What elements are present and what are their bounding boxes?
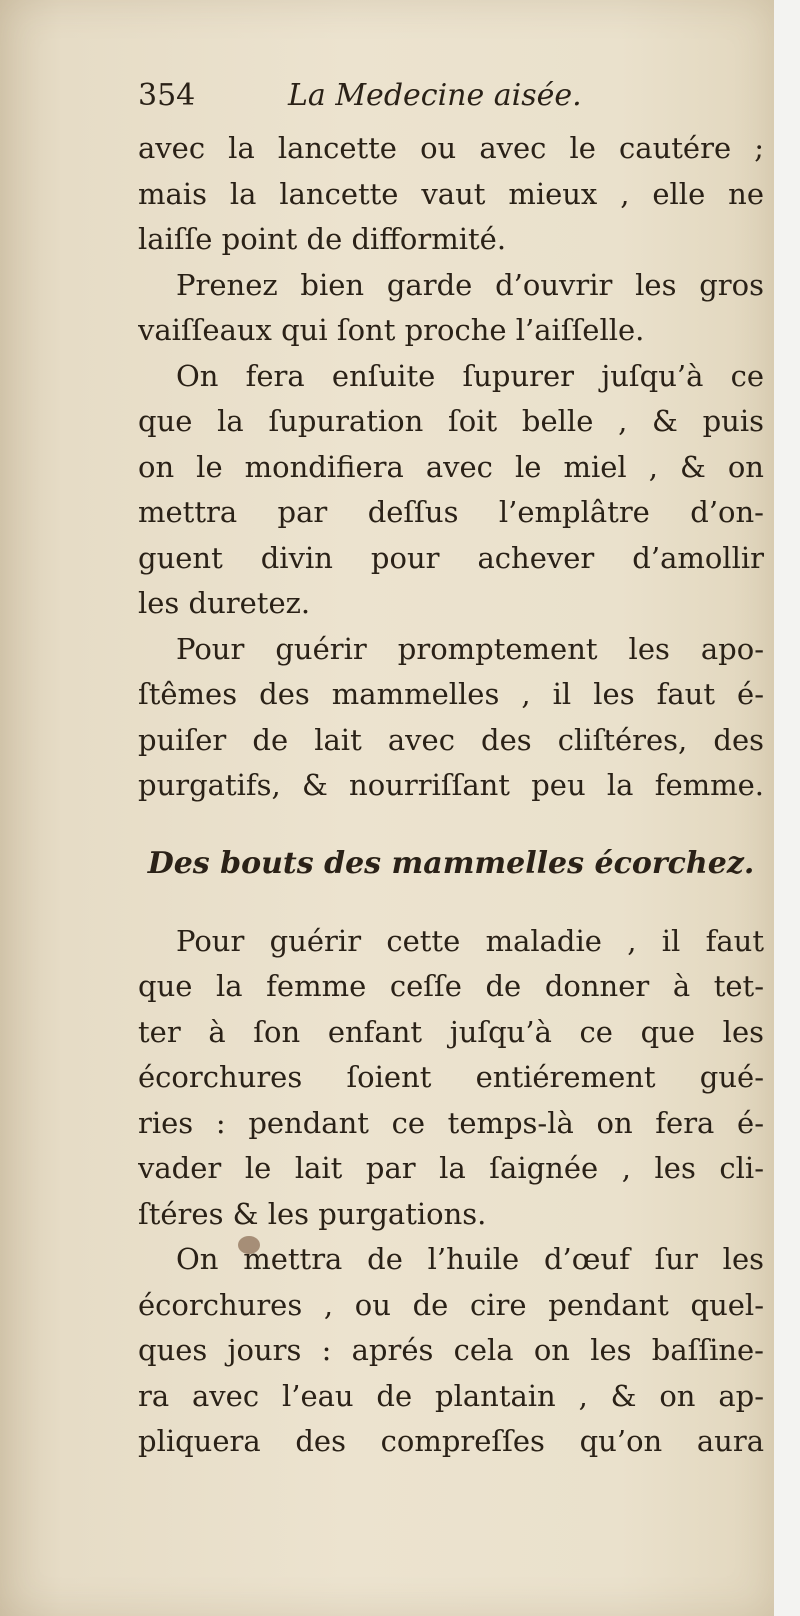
text-line: avec la lancette ou avec le cautére ; bbox=[138, 131, 764, 165]
text-line: On fera enſuite ſupurer juſqu’à ce bbox=[176, 358, 764, 393]
text-line: Prenez bien garde d’ouvrir les gros bbox=[176, 267, 764, 302]
text-line: que la ſupuration ſoit belle , & puis bbox=[138, 404, 764, 438]
page-text bbox=[138, 66, 764, 1465]
text-line: laiſſe point de difformité. bbox=[138, 222, 507, 256]
running-head bbox=[138, 66, 764, 126]
text-line: guent divin pour achever d’amollir bbox=[138, 540, 764, 575]
section-paragraph-2 bbox=[138, 1237, 764, 1465]
paragraph-4 bbox=[138, 627, 764, 809]
text-line: purgatifs, & nourriſſant peu la femme. bbox=[138, 768, 764, 802]
text-line: on le mondifiera avec le miel , & on bbox=[138, 449, 764, 484]
text-line: puiſer de lait avec des cliſtéres, des bbox=[138, 722, 764, 757]
text-line: ries : pendant ce temps-là on fera é- bbox=[138, 1105, 764, 1140]
text-line: ſtéres & les purgations. bbox=[138, 1196, 487, 1231]
text-line: ter à ſon enfant juſqu’à ce que les bbox=[138, 1014, 764, 1049]
text-line: vader le lait par la ſaignée , les cli- bbox=[138, 1151, 764, 1185]
text-line: Pour guérir promptement les apo- bbox=[176, 631, 764, 666]
running-title: La Medecine aisée. bbox=[288, 78, 582, 113]
paragraph-3 bbox=[138, 354, 764, 627]
text-line: mais la lancette vaut mieux , elle ne bbox=[138, 176, 764, 211]
text-line: Pour guérir cette maladie , il faut bbox=[176, 923, 764, 958]
text-line: les duretez. bbox=[138, 586, 311, 620]
text-line: ra avec l’eau de plantain , & on ap- bbox=[138, 1378, 764, 1413]
text-line: ques jours : aprés cela on les baſſine- bbox=[138, 1333, 764, 1367]
text-line: que la femme ceſſe de donner à tet- bbox=[138, 969, 764, 1003]
section-heading: Des bouts des mammelles écorchez. bbox=[147, 845, 755, 881]
text-line: vaiſſeaux qui ſont proche l’aiſſelle. bbox=[138, 313, 645, 347]
text-line: écorchures , ou de cire pendant quel- bbox=[138, 1287, 764, 1322]
paragraph-1 bbox=[138, 126, 764, 263]
section-paragraph-1 bbox=[138, 919, 764, 1238]
text-line: ſtêmes des mammelles , il les faut é- bbox=[138, 677, 764, 711]
scan-background-edge bbox=[774, 0, 800, 1616]
text-line: pliquera des compreſſes qu’on aura bbox=[138, 1424, 764, 1458]
text-line: mettra par deſſus l’emplâtre d’on- bbox=[138, 495, 764, 529]
paragraph-2 bbox=[138, 263, 764, 354]
page-number: 354 bbox=[138, 78, 196, 113]
text-line: On mettra de l’huile d’œuf ſur les bbox=[176, 1242, 764, 1276]
text-line: écorchures ſoient entiérement gué- bbox=[138, 1060, 764, 1094]
